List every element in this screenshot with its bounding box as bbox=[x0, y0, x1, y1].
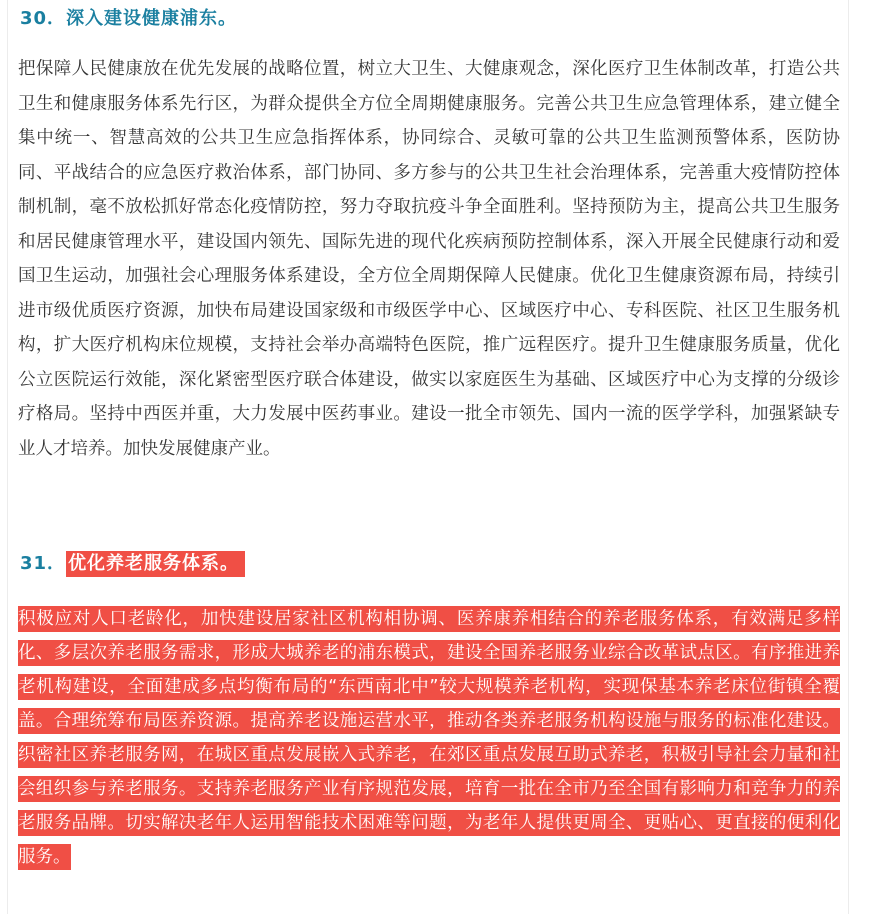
section-30-body: 把保障人民健康放在优先发展的战略位置，树立大卫生、大健康观念，深化医疗卫生体制改革，打造公共卫生和健康服务体系先行区，为群众提供全方位全周期健康服务。完善公共卫生应急管理体系，建立健全集中统一、智慧高效的公共卫生应急指挥体系，协同综合、灵敏可靠的公共卫生监测预警体系，医防协同、平战结合的应急医疗救治体系，部门协同、多方参与的公共卫生社会治理体系，完善重大疫情防控体制机制，毫不放松抓好常态化疫情防控，努力夺取抗疫斗争全面胜利。坚持预防为主，提高公共卫生服务和居民健康管理水平，建设国内领先、国际先进的现代化疾病预防控制体系，深入开展全民健康行动和爱国卫生运动，加强社会心理服务体系建设，全方位全周期保障人民健康。优化卫生健康资源布局，持续引进市级优质医疗资源，加快布局建设国家级和市级医学中心、区域医疗中心、专科医院、社区卫生服务机构，扩大医疗机构床位规模，支持社会举办高端特色医院，推广远程医疗。提升卫生健康服务质量，优化公立医院运行效能，深化紧密型医疗联合体建设，做实以家庭医生为基础、区域医疗中心为支撑的分级诊疗格局。坚持中西医并重，大力发展中医药事业。建设一批全市领先、国内一流的医学学科，加强紧缺专业人才培养。加快发展健康产业。 bbox=[18, 59, 840, 459]
section-30-title: 深入建设健康浦东。 bbox=[66, 8, 238, 29]
section-31-body-highlight: 积极应对人口老龄化，加快建设居家社区机构相协调、医养康养相结合的养老服务体系，有效满足多样化、多层次养老服务需求，形成大城养老的浦东模式，建设全国养老服务业综合改革试点区。有序推进养老机构建设，全面建成多点均衡布局的“东西南北中”较大规模养老机构，实现保基本养老床位街镇全覆盖。合理统筹布局医养资源。提高养老设施运营水平，推动各类养老服务机构设施与服务的标准化建设。织密社区养老服务网，在城区重点发展嵌入式养老，在郊区重点发展互助式养老，积极引导社会力量和社会组织参与养老服务。支持养老服务产业有序规范发展，培育一批在全市乃至全国有影响力和竞争力的养老服务品牌。切实解决老年人运用智能技术困难等问题，为老年人提供更周全、更贴心、更直接的便利化服务。 bbox=[18, 606, 840, 870]
section-31-title: 优化养老服务体系。 bbox=[66, 551, 245, 577]
section-31-heading bbox=[20, 549, 245, 575]
section-30-heading bbox=[20, 4, 237, 30]
left-border-line bbox=[7, 0, 8, 914]
section-31-number: 31． bbox=[20, 553, 67, 574]
section-31-body bbox=[18, 602, 840, 874]
section-30-number: 30． bbox=[20, 8, 67, 29]
right-border-line bbox=[848, 0, 849, 914]
